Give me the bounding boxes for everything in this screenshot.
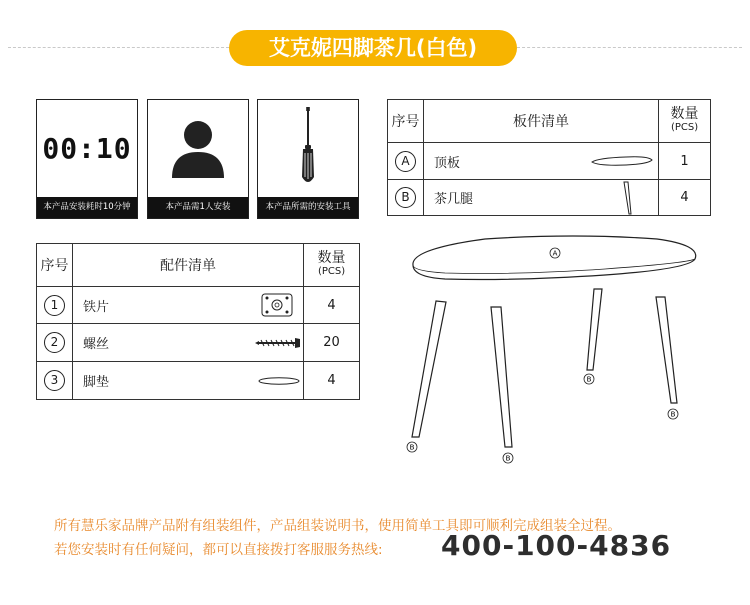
diagram-label-leg-2: B xyxy=(505,454,511,463)
panel-qty-label: 数量 xyxy=(670,106,699,122)
panel-qty-leg: 4 xyxy=(659,180,711,216)
panel-name-top: 顶板 xyxy=(433,155,460,171)
header-divider-left xyxy=(8,47,229,48)
panel-name-leg: 茶几腿 xyxy=(433,192,473,207)
table-row xyxy=(388,180,711,216)
panel-list-table xyxy=(387,99,711,216)
hardware-qty-pad: 4 xyxy=(304,362,360,400)
table-leg-icon xyxy=(620,181,634,215)
panel-qty-header xyxy=(659,100,711,143)
footer-note: 所有慧乐家品牌产品附有组装组件，产品组装说明书，使用简单工具即可顺利完成组装全过程。 xyxy=(54,518,621,534)
hardware-qty-header xyxy=(304,244,360,287)
table-row xyxy=(388,143,711,180)
table-row xyxy=(37,324,360,362)
hotline-number: 400-100-4836 xyxy=(441,529,672,562)
panel-index-a: A xyxy=(395,151,416,172)
install-people-card xyxy=(147,99,249,219)
panel-qty-top: 1 xyxy=(659,143,711,180)
hardware-index-3: 3 xyxy=(44,370,65,391)
hardware-name-pad: 脚垫 xyxy=(82,375,109,390)
digital-timer-icon: 00:10 xyxy=(42,132,132,165)
hardware-qty-screw: 20 xyxy=(304,324,360,362)
hardware-name-header: 配件清单 xyxy=(72,244,303,287)
hardware-index-2: 2 xyxy=(44,332,65,353)
product-title: 艾克妮四脚茶几(白色) xyxy=(229,30,517,66)
install-tool-caption: 本产品所需的安装工具 xyxy=(258,197,358,218)
hardware-list-table xyxy=(36,243,360,400)
panel-index-header: 序号 xyxy=(388,100,424,143)
panel-index-b: B xyxy=(395,187,416,208)
hardware-unit-label: (PCS) xyxy=(317,266,346,277)
hardware-name-plate: 铁片 xyxy=(82,299,109,315)
install-time-caption: 本产品安装耗时10分钟 xyxy=(37,197,137,218)
table-row xyxy=(37,287,360,324)
person-icon xyxy=(168,118,228,180)
panel-name-header: 板件清单 xyxy=(423,100,658,143)
screw-icon xyxy=(255,336,301,350)
tabletop-icon xyxy=(590,155,654,167)
diagram-label-top: A xyxy=(552,249,558,258)
table-row xyxy=(37,362,360,400)
panel-list-header xyxy=(388,100,711,143)
foot-pad-icon xyxy=(257,376,301,386)
install-people-caption: 本产品需1人安装 xyxy=(148,197,248,218)
hardware-list-header xyxy=(37,244,360,287)
hardware-qty-plate: 4 xyxy=(304,287,360,324)
exploded-assembly-diagram xyxy=(395,225,725,470)
panel-unit-label: (PCS) xyxy=(670,122,699,133)
screwdriver-icon xyxy=(298,107,318,191)
install-tool-card xyxy=(257,99,359,219)
hardware-index-1: 1 xyxy=(44,295,65,316)
footer-hotline-text: 若您安装时有任何疑问，都可以直接拨打客服服务热线: xyxy=(54,542,383,558)
diagram-label-leg-3: B xyxy=(586,375,592,384)
hardware-name-screw: 螺丝 xyxy=(82,337,109,352)
diagram-label-leg-4: B xyxy=(670,410,676,419)
header-divider-right xyxy=(517,47,742,48)
metal-plate-icon xyxy=(259,292,295,318)
diagram-label-leg-1: B xyxy=(409,443,415,452)
hardware-index-header: 序号 xyxy=(37,244,73,287)
install-time-card xyxy=(36,99,138,219)
hardware-qty-label: 数量 xyxy=(317,250,346,266)
